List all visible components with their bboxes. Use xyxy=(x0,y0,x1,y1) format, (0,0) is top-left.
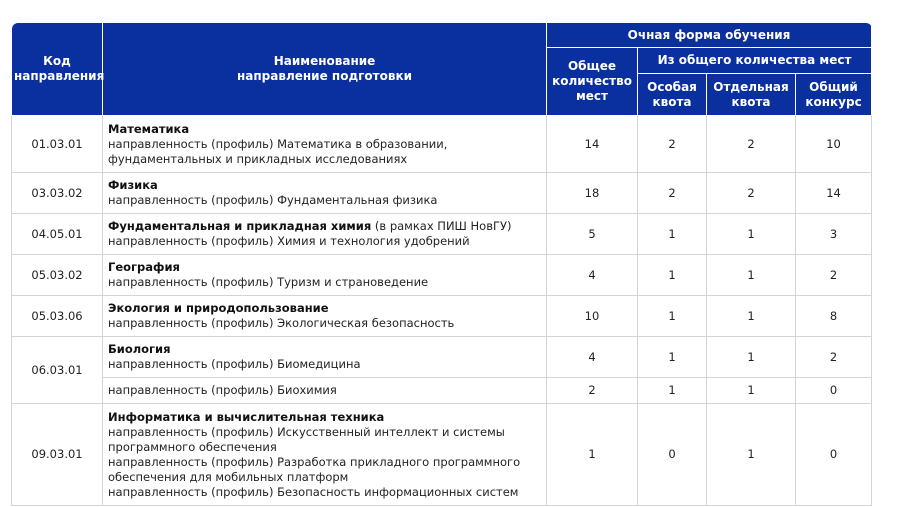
profile-line: направленность (профиль) Экологическая безопасность xyxy=(108,316,455,330)
direction-code: 09.03.01 xyxy=(12,404,103,506)
direction-note: (в рамках ПИШ НовГУ) xyxy=(371,219,512,233)
direction-code: 06.03.01 xyxy=(12,337,103,404)
profile-line: фундаментальных и прикладных исследованиях xyxy=(108,151,408,166)
direction-title: Биология xyxy=(108,342,171,356)
direction-name xyxy=(103,255,547,296)
profile-line: направленность (профиль) Математика в образовании, xyxy=(108,136,448,151)
profile-line: направленность (профиль) Туризм и страноведение xyxy=(108,275,429,289)
seats-general: 2 xyxy=(796,337,872,378)
direction-title-line xyxy=(108,178,541,193)
header-name xyxy=(103,23,547,116)
seats-total: 4 xyxy=(547,255,638,296)
table-body xyxy=(12,116,872,506)
seats-general: 3 xyxy=(796,214,872,255)
direction-title: Математика xyxy=(108,121,190,136)
direction-title: Экология и природопользование xyxy=(108,301,329,315)
seats-general: 10 xyxy=(796,116,872,173)
direction-code: 03.03.02 xyxy=(12,173,103,214)
direction-title-line xyxy=(108,219,541,234)
seats-general: 0 xyxy=(796,404,872,506)
seats-total: 4 xyxy=(547,337,638,378)
seats-special: 1 xyxy=(638,214,707,255)
direction-title: Информатика и вычислительная техника xyxy=(108,409,385,424)
direction-code: 04.05.01 xyxy=(12,214,103,255)
profile-line: направленность (профиль) Фундаментальная физика xyxy=(108,193,438,207)
seats-separate: 1 xyxy=(707,255,796,296)
direction-name xyxy=(103,116,547,173)
direction-title-line xyxy=(108,260,541,275)
table-row xyxy=(12,378,872,404)
table-row xyxy=(12,173,872,214)
profile-line: направленность (профиль) Искусственный интеллект и системы xyxy=(108,424,505,439)
seats-special: 2 xyxy=(638,173,707,214)
table-row xyxy=(12,116,872,173)
seats-total: 5 xyxy=(547,214,638,255)
seats-total: 2 xyxy=(547,378,638,404)
seats-general: 8 xyxy=(796,296,872,337)
direction-name xyxy=(103,214,547,255)
seats-separate: 1 xyxy=(707,378,796,404)
seats-special: 2 xyxy=(638,116,707,173)
seats-total: 1 xyxy=(547,404,638,506)
profile-line: программного обеспечения xyxy=(108,439,277,454)
seats-total: 14 xyxy=(547,116,638,173)
profile-line: направленность (профиль) Разработка прикладного программного xyxy=(108,454,521,469)
seats-separate: 1 xyxy=(707,404,796,506)
header-total: Общее количество мест xyxy=(547,48,638,116)
header-full-time: Очная форма обучения xyxy=(547,23,872,48)
profile-line: направленность (профиль) Биохимия xyxy=(103,378,547,404)
direction-code: 05.03.06 xyxy=(12,296,103,337)
direction-title: Физика xyxy=(108,178,158,192)
seats-separate: 1 xyxy=(707,337,796,378)
direction-title: География xyxy=(108,260,180,274)
direction-title-line xyxy=(108,410,541,425)
table-row xyxy=(12,337,872,378)
header-code: Код направления xyxy=(12,23,103,116)
table-row xyxy=(12,296,872,337)
direction-code: 05.03.02 xyxy=(12,255,103,296)
direction-name xyxy=(103,173,547,214)
seats-special: 0 xyxy=(638,404,707,506)
direction-title: Фундаментальная и прикладная химия xyxy=(108,219,372,233)
table-row xyxy=(12,255,872,296)
profile-line: направленность (профиль) Химия и технология удобрений xyxy=(108,234,470,248)
profile-line: обеспечения для мобильных платформ xyxy=(108,469,349,484)
header-separate-quota: Отдельная квота xyxy=(707,74,796,116)
direction-name xyxy=(103,404,547,506)
admission-table-container xyxy=(11,22,871,506)
seats-separate: 1 xyxy=(707,296,796,337)
seats-special: 1 xyxy=(638,296,707,337)
seats-general: 2 xyxy=(796,255,872,296)
seats-general: 0 xyxy=(796,378,872,404)
table-row xyxy=(12,404,872,506)
direction-name xyxy=(103,296,547,337)
profile-line: направленность (профиль) Безопасность информационных систем xyxy=(108,484,519,499)
seats-special: 1 xyxy=(638,337,707,378)
seats-separate: 2 xyxy=(707,173,796,214)
direction-title-line xyxy=(108,342,541,357)
seats-general: 14 xyxy=(796,173,872,214)
seats-separate: 1 xyxy=(707,214,796,255)
header-name-line1: Наименование xyxy=(273,54,376,68)
seats-special: 1 xyxy=(638,255,707,296)
header-name-line2: направление подготовки xyxy=(237,69,412,83)
header-general: Общий конкурс xyxy=(796,74,872,116)
direction-title-line xyxy=(108,301,541,316)
header-special-quota: Особая квота xyxy=(638,74,707,116)
table-row xyxy=(12,214,872,255)
profile-line: направленность (профиль) Биомедицина xyxy=(108,357,361,371)
header-of-total: Из общего количества мест xyxy=(638,48,872,74)
seats-special: 1 xyxy=(638,378,707,404)
admission-table xyxy=(11,22,872,506)
seats-total: 18 xyxy=(547,173,638,214)
direction-code: 01.03.01 xyxy=(12,116,103,173)
seats-separate: 2 xyxy=(707,116,796,173)
direction-title-line xyxy=(108,122,541,137)
direction-name xyxy=(103,337,547,378)
seats-total: 10 xyxy=(547,296,638,337)
